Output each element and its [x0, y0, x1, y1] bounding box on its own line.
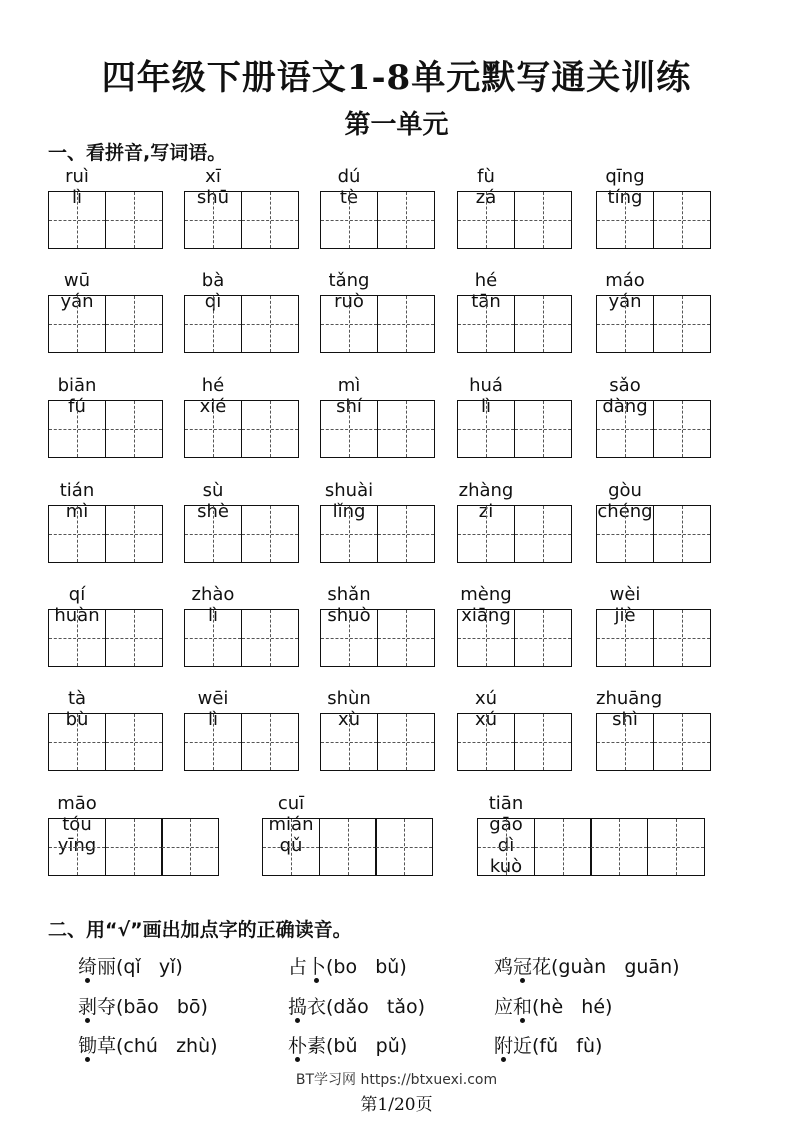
tian-zi-box[interactable]	[48, 400, 106, 458]
writing-boxes	[320, 713, 433, 771]
tian-zi-box[interactable]	[514, 713, 572, 771]
tian-zi-box[interactable]	[653, 713, 711, 771]
reading-options[interactable]: (bo bǔ)	[326, 956, 407, 978]
tian-zi-box[interactable]	[377, 400, 435, 458]
page-title: 四年级下册语文1-8单元默写通关训练	[101, 58, 692, 98]
tian-zi-box[interactable]	[184, 609, 242, 667]
writing-boxes	[320, 191, 433, 249]
tian-zi-box[interactable]	[319, 818, 377, 876]
pinyin-syllable: ruò	[334, 291, 364, 312]
pinyin-syllable: gòu	[608, 480, 642, 501]
tian-zi-box[interactable]	[534, 818, 592, 876]
writing-boxes	[48, 818, 218, 876]
page-number: 第1/20页	[360, 1095, 433, 1115]
pinyin-syllable: zá	[475, 187, 497, 208]
pinyin-syllable: tǎng	[328, 270, 370, 291]
word-text: 附近	[494, 1035, 533, 1057]
tian-zi-box[interactable]	[105, 191, 163, 249]
pinyin-label	[48, 375, 106, 417]
pinyin-syllable: fù	[477, 166, 495, 187]
reading-choice-item	[494, 992, 612, 1019]
pinyin-syllable: máo	[605, 270, 645, 291]
word-text: 捣衣	[288, 996, 327, 1018]
pinyin-label	[48, 793, 106, 856]
pinyin-syllable: shǎn	[327, 584, 371, 605]
writing-boxes	[48, 191, 161, 249]
tian-zi-box[interactable]	[184, 713, 242, 771]
pinyin-syllable: tóu	[62, 814, 92, 835]
pinyin-label	[320, 375, 378, 417]
tian-zi-box[interactable]	[48, 505, 106, 563]
tian-zi-box[interactable]	[105, 713, 163, 771]
tian-zi-box[interactable]	[48, 191, 106, 249]
tian-zi-box[interactable]	[647, 818, 705, 876]
tian-zi-box[interactable]	[590, 818, 648, 876]
pinyin-syllable: dì	[497, 835, 515, 856]
pinyin-syllable: zhuāng	[596, 688, 663, 709]
pinyin-label	[457, 270, 515, 312]
pinyin-syllable: biān	[57, 375, 97, 396]
pinyin-syllable: mián	[268, 814, 314, 835]
tian-zi-box[interactable]	[596, 505, 654, 563]
tian-zi-box[interactable]	[377, 191, 435, 249]
tian-zi-box[interactable]	[457, 609, 515, 667]
word-text: 应和	[494, 996, 533, 1018]
tian-zi-box[interactable]	[514, 609, 572, 667]
pinyin-syllable: wèi	[609, 584, 641, 605]
tian-zi-box[interactable]	[596, 191, 654, 249]
writing-boxes	[457, 609, 570, 667]
pinyin-syllable: māo	[57, 793, 97, 814]
pinyin-label	[320, 584, 378, 626]
writing-boxes	[184, 609, 297, 667]
tian-zi-box[interactable]	[105, 818, 163, 876]
pinyin-label	[184, 270, 242, 312]
pinyin-syllable: huá	[469, 375, 503, 396]
writing-boxes	[457, 295, 570, 353]
word-text: 占卜	[288, 956, 327, 978]
emphasis-dot	[520, 1018, 525, 1023]
writing-boxes	[320, 609, 433, 667]
pinyin-syllable: tiān	[488, 793, 524, 814]
pinyin-syllable: xiāng	[461, 605, 511, 626]
reading-options[interactable]: (qǐ yǐ)	[116, 956, 183, 978]
pinyin-syllable: xié	[199, 396, 227, 417]
pinyin-syllable: hé	[474, 270, 498, 291]
tian-zi-box[interactable]	[320, 400, 378, 458]
tian-zi-box[interactable]	[375, 818, 433, 876]
pinyin-label	[457, 688, 515, 730]
word-text: 锄草	[78, 1035, 117, 1057]
pinyin-label	[262, 793, 320, 856]
pinyin-syllable: xú	[474, 709, 498, 730]
pinyin-syllable: qīng	[605, 166, 645, 187]
word-text: 剥夺	[78, 996, 117, 1018]
tian-zi-box[interactable]	[653, 505, 711, 563]
reading-options[interactable]: (hè hé)	[532, 996, 613, 1018]
emphasis-dot	[295, 1057, 300, 1062]
tian-zi-box[interactable]	[320, 295, 378, 353]
pinyin-syllable: shuài	[324, 480, 374, 501]
writing-boxes	[457, 400, 570, 458]
reading-choice-item	[78, 1031, 218, 1058]
tian-zi-box[interactable]	[320, 191, 378, 249]
word-text: 绮丽	[78, 956, 117, 978]
emphasis-dot	[85, 1018, 90, 1023]
pinyin-syllable: lì	[207, 605, 218, 626]
pinyin-label	[48, 480, 106, 522]
pinyin-syllable: mèng	[460, 584, 512, 605]
tian-zi-box[interactable]	[377, 609, 435, 667]
pinyin-syllable: tān	[471, 291, 501, 312]
pinyin-syllable: tíng	[607, 187, 643, 208]
tian-zi-box[interactable]	[377, 713, 435, 771]
tian-zi-box[interactable]	[184, 295, 242, 353]
tian-zi-box[interactable]	[320, 609, 378, 667]
writing-boxes	[596, 505, 709, 563]
writing-boxes	[48, 400, 161, 458]
writing-boxes	[184, 713, 297, 771]
writing-boxes	[596, 609, 709, 667]
pinyin-label	[184, 166, 242, 208]
pinyin-syllable: qí	[68, 584, 86, 605]
section2-heading: 二、用“√”画出加点字的正确读音。	[48, 919, 352, 941]
reading-options[interactable]: (fǔ fù)	[532, 1035, 603, 1057]
emphasis-dot	[295, 1018, 300, 1023]
writing-boxes	[320, 505, 433, 563]
pinyin-syllable: qǔ	[279, 835, 303, 856]
pinyin-syllable: mì	[337, 375, 361, 396]
pinyin-syllable: lì	[71, 187, 82, 208]
tian-zi-box[interactable]	[653, 191, 711, 249]
unit-title: 第一单元	[344, 110, 449, 140]
pinyin-label	[184, 584, 242, 626]
writing-boxes	[184, 295, 297, 353]
tian-zi-box[interactable]	[320, 713, 378, 771]
pinyin-syllable: huàn	[54, 605, 100, 626]
tian-zi-box[interactable]	[596, 713, 654, 771]
pinyin-label	[320, 166, 378, 208]
tian-zi-box[interactable]	[241, 505, 299, 563]
pinyin-syllable: kuò	[489, 856, 523, 877]
reading-choice-item	[78, 992, 208, 1019]
pinyin-syllable: sǎo	[609, 375, 641, 396]
emphasis-dot	[501, 1057, 506, 1062]
tian-zi-box[interactable]	[184, 191, 242, 249]
pinyin-syllable: bù	[65, 709, 89, 730]
pinyin-syllable: xī	[205, 166, 221, 187]
tian-zi-box[interactable]	[241, 295, 299, 353]
pinyin-label	[48, 688, 106, 730]
pinyin-label	[48, 584, 106, 626]
pinyin-syllable: hé	[201, 375, 225, 396]
tian-zi-box[interactable]	[241, 713, 299, 771]
pinyin-label	[596, 480, 654, 522]
pinyin-label	[48, 270, 106, 312]
pinyin-syllable: shuò	[327, 605, 371, 626]
reading-options[interactable]: (bāo bō)	[116, 996, 208, 1018]
pinyin-syllable: tè	[339, 187, 359, 208]
pinyin-label	[320, 688, 378, 730]
writing-boxes	[48, 713, 161, 771]
tian-zi-box[interactable]	[320, 505, 378, 563]
writing-boxes	[457, 505, 570, 563]
pinyin-label	[457, 166, 515, 208]
writing-boxes	[596, 295, 709, 353]
pinyin-syllable: tián	[59, 480, 95, 501]
pinyin-syllable: dú	[337, 166, 361, 187]
pinyin-syllable: ruì	[65, 166, 89, 187]
pinyin-syllable: zi	[478, 501, 494, 522]
tian-zi-box[interactable]	[596, 295, 654, 353]
tian-zi-box[interactable]	[377, 295, 435, 353]
pinyin-syllable: wēi	[197, 688, 229, 709]
writing-boxes	[184, 400, 297, 458]
writing-boxes	[596, 400, 709, 458]
pinyin-label	[457, 375, 515, 417]
pinyin-syllable: jiè	[614, 605, 636, 626]
pinyin-label	[184, 688, 242, 730]
pinyin-syllable: sù	[202, 480, 224, 501]
pinyin-label	[320, 270, 378, 312]
reading-options[interactable]: (guàn guān)	[551, 956, 680, 978]
pinyin-syllable: bà	[201, 270, 225, 291]
tian-zi-box[interactable]	[457, 400, 515, 458]
writing-boxes	[320, 295, 433, 353]
pinyin-syllable: shùn	[327, 688, 371, 709]
writing-boxes	[457, 713, 570, 771]
tian-zi-box[interactable]	[653, 400, 711, 458]
tian-zi-box[interactable]	[596, 400, 654, 458]
pinyin-syllable: chéng	[597, 501, 653, 522]
pinyin-syllable: lì	[480, 396, 491, 417]
tian-zi-box[interactable]	[48, 295, 106, 353]
pinyin-syllable: gāo	[489, 814, 523, 835]
writing-boxes	[184, 191, 297, 249]
writing-boxes	[48, 295, 161, 353]
writing-boxes	[262, 818, 432, 876]
pinyin-label	[596, 584, 654, 626]
word-text: 朴素	[288, 1035, 327, 1057]
reading-choice-item	[288, 992, 425, 1019]
writing-boxes	[457, 191, 570, 249]
pinyin-label	[596, 688, 663, 730]
emphasis-dot	[314, 978, 319, 983]
tian-zi-box[interactable]	[241, 400, 299, 458]
emphasis-dot	[85, 1057, 90, 1062]
tian-zi-box[interactable]	[596, 609, 654, 667]
pinyin-label	[457, 584, 515, 626]
tian-zi-box[interactable]	[514, 505, 572, 563]
pinyin-label	[48, 166, 106, 208]
tian-zi-box[interactable]	[184, 400, 242, 458]
pinyin-label	[184, 480, 242, 522]
tian-zi-box[interactable]	[477, 818, 535, 876]
pinyin-label	[477, 793, 535, 877]
reading-options[interactable]: (bǔ pǔ)	[326, 1035, 408, 1057]
tian-zi-box[interactable]	[457, 505, 515, 563]
pinyin-syllable: yīng	[57, 835, 97, 856]
pinyin-syllable: yán	[608, 291, 642, 312]
pinyin-syllable: qì	[204, 291, 222, 312]
tian-zi-box[interactable]	[457, 713, 515, 771]
tian-zi-box[interactable]	[653, 295, 711, 353]
pinyin-syllable: lì	[207, 709, 218, 730]
footer-site: BT学习网 https://btxuexi.com	[295, 1072, 498, 1088]
tian-zi-box[interactable]	[457, 191, 515, 249]
pinyin-label	[596, 166, 654, 208]
pinyin-label	[457, 480, 515, 522]
writing-boxes	[184, 505, 297, 563]
tian-zi-box[interactable]	[514, 191, 572, 249]
pinyin-syllable: shè	[197, 501, 229, 522]
writing-boxes	[48, 505, 161, 563]
tian-zi-box[interactable]	[161, 818, 219, 876]
tian-zi-box[interactable]	[48, 609, 106, 667]
tian-zi-box[interactable]	[48, 818, 106, 876]
writing-boxes	[596, 713, 709, 771]
pinyin-label	[184, 375, 242, 417]
tian-zi-box[interactable]	[48, 713, 106, 771]
tian-zi-box[interactable]	[105, 295, 163, 353]
tian-zi-box[interactable]	[105, 505, 163, 563]
pinyin-syllable: wū	[63, 270, 91, 291]
reading-options[interactable]: (chú zhù)	[116, 1035, 218, 1057]
pinyin-syllable: cuī	[277, 793, 305, 814]
tian-zi-box[interactable]	[241, 609, 299, 667]
pinyin-syllable: shí	[336, 396, 362, 417]
tian-zi-box[interactable]	[105, 609, 163, 667]
tian-zi-box[interactable]	[653, 609, 711, 667]
tian-zi-box[interactable]	[514, 295, 572, 353]
reading-choice-item	[78, 952, 183, 979]
tian-zi-box[interactable]	[105, 400, 163, 458]
pinyin-syllable: lǐng	[332, 501, 366, 522]
tian-zi-box[interactable]	[514, 400, 572, 458]
pinyin-label	[596, 375, 654, 417]
pinyin-syllable: shì	[612, 709, 638, 730]
pinyin-syllable: dàng	[602, 396, 648, 417]
writing-boxes	[477, 818, 703, 876]
reading-choice-item	[494, 952, 680, 979]
tian-zi-box[interactable]	[184, 505, 242, 563]
writing-boxes	[320, 400, 433, 458]
pinyin-syllable: zhào	[191, 584, 235, 605]
writing-boxes	[596, 191, 709, 249]
pinyin-label	[320, 480, 378, 522]
reading-choice-item	[288, 1031, 407, 1058]
pinyin-syllable: xú	[474, 688, 498, 709]
pinyin-syllable: fú	[68, 396, 86, 417]
reading-choice-item	[494, 1031, 602, 1058]
pinyin-syllable: shū	[196, 187, 230, 208]
pinyin-syllable: zhàng	[458, 480, 514, 501]
tian-zi-box[interactable]	[377, 505, 435, 563]
pinyin-syllable: tà	[67, 688, 87, 709]
tian-zi-box[interactable]	[262, 818, 320, 876]
tian-zi-box[interactable]	[457, 295, 515, 353]
emphasis-dot	[85, 978, 90, 983]
tian-zi-box[interactable]	[241, 191, 299, 249]
pinyin-syllable: xù	[337, 709, 361, 730]
writing-boxes	[48, 609, 161, 667]
word-text: 鸡冠花	[494, 956, 552, 978]
reading-options[interactable]: (dǎo tǎo)	[326, 996, 426, 1018]
emphasis-dot	[520, 978, 525, 983]
pinyin-label	[596, 270, 654, 312]
section1-heading: 一、看拼音,写词语。	[48, 142, 227, 164]
reading-choice-item	[288, 952, 407, 979]
pinyin-syllable: yán	[60, 291, 94, 312]
pinyin-syllable: mì	[65, 501, 89, 522]
